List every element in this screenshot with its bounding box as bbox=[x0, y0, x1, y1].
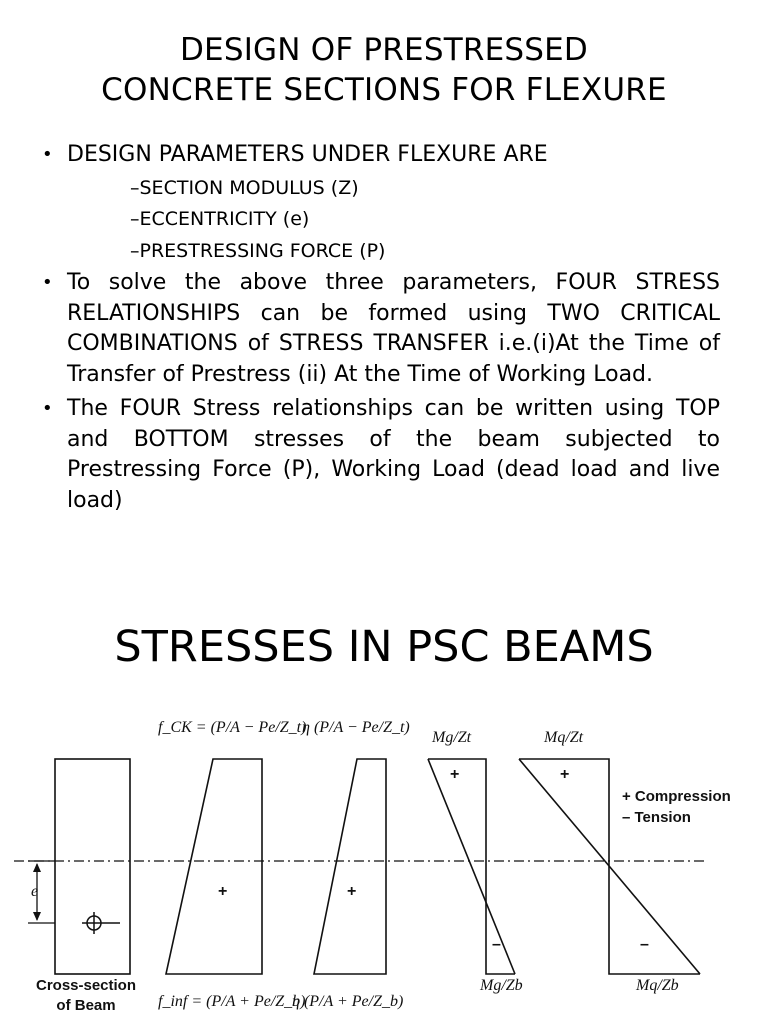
bullet-top-bottom-stresses bbox=[40, 394, 720, 516]
bottom-formula-1: f_inf = (P/A + Pe/Z_b) bbox=[158, 993, 306, 1010]
title-line-2: CONCRETE SECTIONS FOR FLEXURE bbox=[101, 72, 667, 108]
sub-item-eccentricity: –ECCENTRICITY (e) bbox=[130, 208, 310, 230]
slide-title bbox=[0, 30, 768, 110]
sub-item-section-modulus: –SECTION MODULUS (Z) bbox=[130, 176, 359, 199]
title-line-1: DESIGN OF PRESTRESSED bbox=[179, 32, 588, 68]
plus-sign: + bbox=[560, 766, 570, 783]
mg-stress-diagram bbox=[428, 759, 515, 974]
bullet-list bbox=[40, 140, 720, 516]
minus-sign: – bbox=[492, 936, 501, 953]
bullet-dot-icon: • bbox=[42, 272, 53, 293]
minus-sign: – bbox=[640, 936, 649, 953]
mg-zb-label: Mg/Zb bbox=[480, 977, 523, 994]
slide-title: STRESSES IN PSC BEAMS bbox=[114, 622, 654, 672]
mq-zb-label: Mq/Zb bbox=[636, 977, 679, 994]
bullet-text: To solve the above three parameters, FOUR STRESS RELATIONSHIPS can be formed using TWO CRITICAL COMBINATIONS of STRESS TRANSFER i.e.(i)At the Time of Transfer of Prestress (ii) At the Time of Working Load. bbox=[67, 270, 720, 387]
working-stress-diagram bbox=[314, 759, 386, 974]
top-formula-1-text: f_CK = (P/A − Pe/Z_t) bbox=[158, 719, 307, 736]
plus-sign: + bbox=[347, 883, 357, 900]
bullet-dot-icon: • bbox=[42, 398, 53, 419]
bullet-four-stress-relationships bbox=[40, 268, 720, 390]
bullet-dot-icon: • bbox=[42, 144, 53, 165]
top-formula-2-text: η (P/A − Pe/Z_t) bbox=[302, 719, 410, 736]
plus-sign: + bbox=[218, 883, 228, 900]
legend-tension: – Tension bbox=[622, 809, 691, 826]
bottom-formula-2: η (P/A + Pe/Z_b) bbox=[292, 993, 404, 1010]
eccentricity-label: e bbox=[31, 883, 39, 900]
bullet-design-parameters bbox=[40, 140, 720, 171]
legend-compression: + Compression bbox=[622, 788, 731, 805]
cross-section-label-line-2: of Beam bbox=[56, 997, 116, 1014]
top-formula-2 bbox=[302, 719, 410, 736]
cross-section-label-line-1: Cross-section bbox=[35, 977, 137, 994]
cross-section-outline bbox=[55, 759, 130, 974]
tendon-icon bbox=[82, 912, 120, 934]
top-formula-1 bbox=[158, 719, 306, 736]
sub-item-prestressing-force: –PRESTRESSING FORCE (P) bbox=[130, 239, 386, 262]
transfer-stress-diagram bbox=[166, 759, 262, 974]
plus-sign: + bbox=[450, 766, 460, 783]
mg-zt-label: Mg/Zt bbox=[432, 729, 472, 746]
stress-distribution-diagram bbox=[0, 686, 768, 1024]
slide-stresses-in-psc-beams bbox=[0, 560, 768, 1024]
mq-zt-label: Mq/Zt bbox=[544, 729, 584, 746]
bullet-text: DESIGN PARAMETERS UNDER FLEXURE ARE bbox=[67, 142, 548, 167]
bullet-text: The FOUR Stress relationships can be written using TOP and BOTTOM stresses of the beam subjected to Prestressing Force (P), Working Load (dead load and live load) bbox=[67, 396, 720, 513]
